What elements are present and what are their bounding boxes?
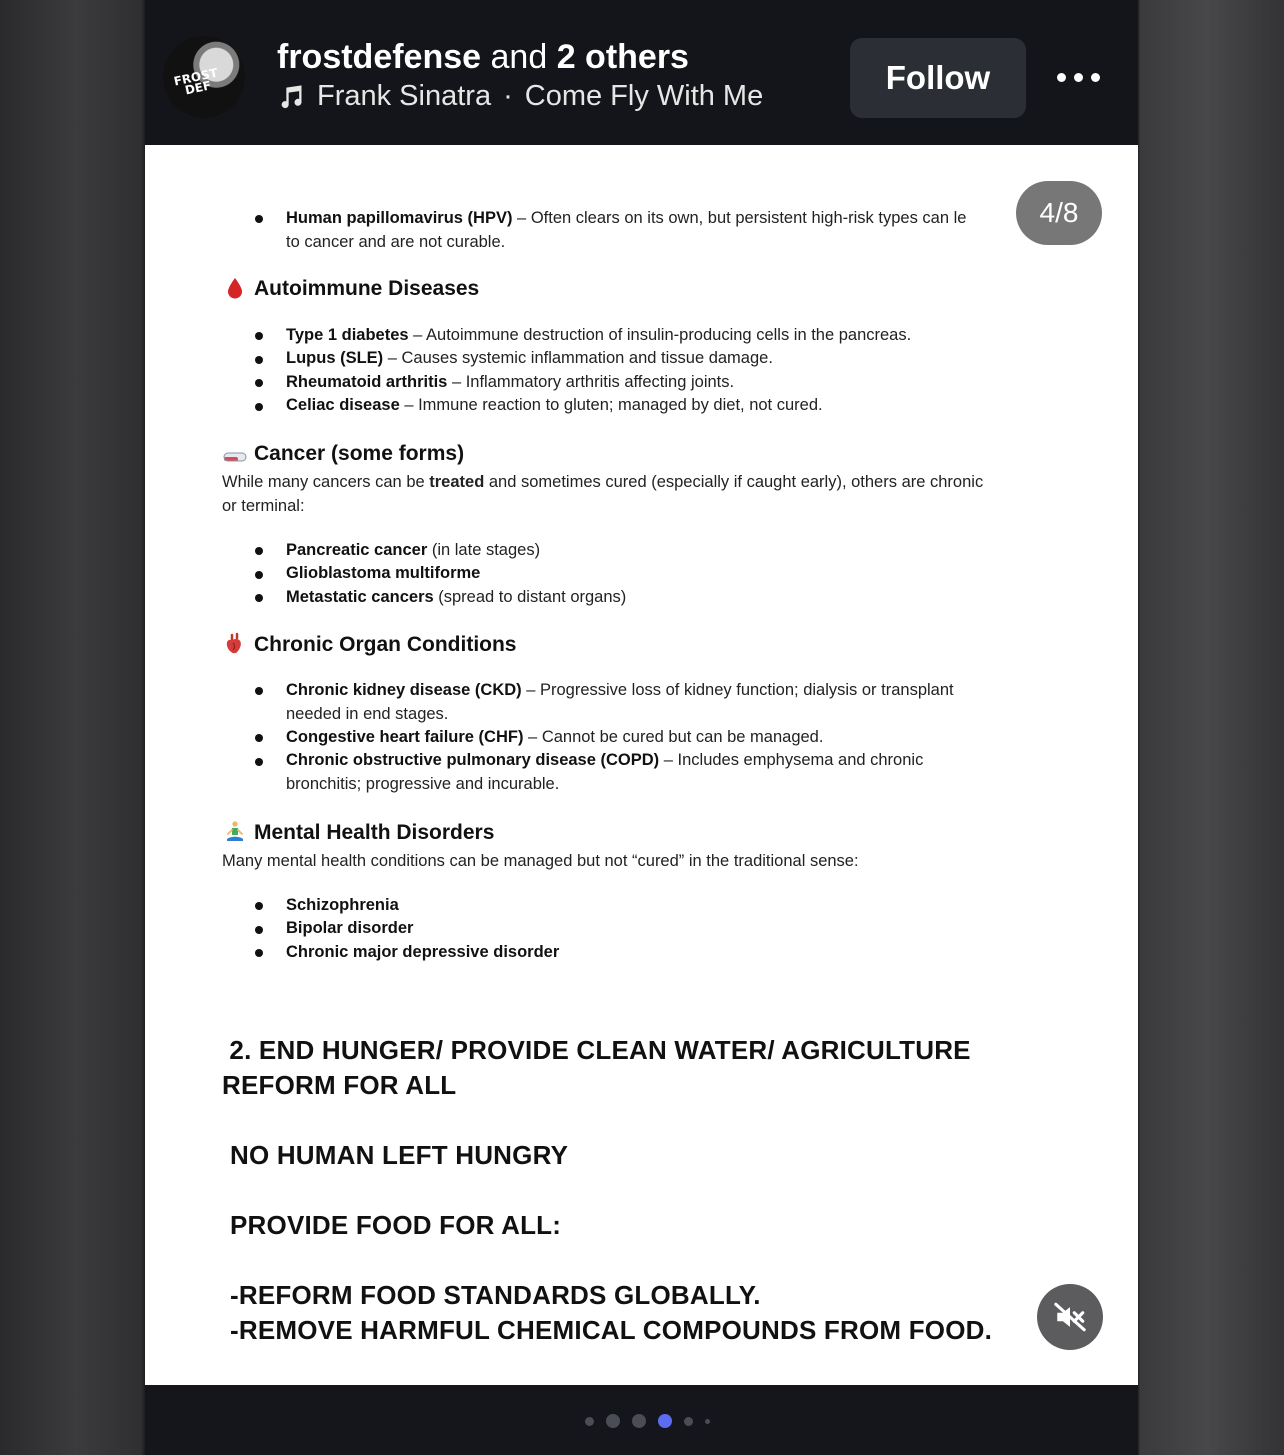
list-item-hpv: Human papillomavirus (HPV) – Often clears on its own, but persistent high-risk types can le: [286, 209, 967, 227]
section2-title-line1: 2. END HUNGER/ PROVIDE CLEAN WATER/ AGRICULTURE: [222, 1035, 971, 1065]
music-artist: Frank Sinatra: [317, 80, 492, 112]
pagination-dot[interactable]: [705, 1419, 710, 1424]
list-item: Type 1 diabetes – Autoimmune destruction of insulin-producing cells in the pancreas.: [286, 326, 912, 344]
bullet: [255, 356, 263, 364]
muted-speaker-icon[interactable]: [1037, 1284, 1103, 1350]
music-note-icon: [277, 83, 305, 111]
cancer-intro-continued: or terminal:: [222, 497, 305, 515]
blood-drop-icon: [223, 276, 247, 300]
post-header: [145, 0, 1138, 145]
bullet: [255, 215, 263, 223]
heading-mental: Mental Health Disorders: [254, 821, 495, 844]
pagination-dot-active[interactable]: [658, 1414, 672, 1428]
carousel-pagination: [585, 1414, 710, 1428]
bullet: [255, 687, 263, 695]
list-item: Glioblastoma multiforme: [286, 564, 481, 582]
post-container: [145, 0, 1138, 1455]
heading-organ: Chronic Organ Conditions: [254, 633, 517, 656]
anatomical-heart-icon: [223, 632, 247, 656]
list-item-chf: Congestive heart failure (CHF) – Cannot be cured but can be managed.: [286, 728, 824, 746]
bullet: [255, 332, 263, 340]
post-authors: [277, 38, 689, 77]
bullet: [255, 926, 263, 934]
music-song: Come Fly With Me: [524, 80, 764, 112]
pagination-dot[interactable]: [585, 1417, 594, 1426]
list-item: Metastatic cancers (spread to distant organs): [286, 588, 627, 606]
list-item: Schizophrenia: [286, 896, 399, 914]
bullet: [255, 547, 263, 555]
list-item: Rheumatoid arthritis – Inflammatory arthritis affecting joints.: [286, 373, 735, 391]
slide-counter: 4/8: [1016, 181, 1102, 245]
more-options-icon[interactable]: [1057, 60, 1107, 94]
list-item: Chronic major depressive disorder: [286, 943, 560, 961]
list-item-hpv-continued: to cancer and are not curable.: [286, 233, 506, 251]
and-text: and: [490, 38, 548, 76]
reform-standards: -REFORM FOOD STANDARDS GLOBALLY.: [230, 1280, 761, 1310]
bullet: [255, 571, 263, 579]
carousel-slide-document: [145, 145, 1138, 1385]
test-tube-icon: [223, 443, 247, 467]
avatar-logo-text: FROST DEF: [172, 65, 219, 98]
section2-title-line2: REFORM FOR ALL: [222, 1070, 457, 1100]
music-attribution[interactable]: [277, 80, 763, 113]
bullet: [255, 734, 263, 742]
remove-chemicals: -REMOVE HARMFUL CHEMICAL COMPOUNDS FROM FOOD.: [230, 1315, 993, 1345]
pagination-dot[interactable]: [632, 1414, 646, 1428]
no-human-hungry: NO HUMAN LEFT HUNGRY: [230, 1140, 569, 1170]
list-item-copd: Chronic obstructive pulmonary disease (COPD) – Includes emphysema and chronic: [286, 751, 924, 769]
heading-cancer: Cancer (some forms): [254, 442, 465, 465]
music-separator: ·: [503, 80, 513, 112]
list-item: Bipolar disorder: [286, 919, 414, 937]
bullet: [255, 594, 263, 602]
list-item-copd-continued: bronchitis; progressive and incurable.: [286, 775, 560, 793]
provide-food: PROVIDE FOOD FOR ALL:: [230, 1210, 562, 1240]
list-item: Pancreatic cancer (in late stages): [286, 541, 541, 559]
bullet: [255, 902, 263, 910]
heading-autoimmune: Autoimmune Diseases: [254, 277, 480, 300]
pagination-dot[interactable]: [684, 1417, 693, 1426]
list-item-ckd-continued: needed in end stages.: [286, 705, 449, 723]
username-link[interactable]: frostdefense: [277, 38, 482, 76]
cancer-intro: While many cancers can be treated and sometimes cured (especially if caught early), others are chronic: [222, 473, 984, 491]
list-item: Lupus (SLE) – Causes systemic inflammation and tissue damage.: [286, 349, 773, 367]
list-item-ckd: Chronic kidney disease (CKD) – Progressive loss of kidney function; dialysis or transplant: [286, 681, 954, 699]
avatar[interactable]: [163, 36, 245, 118]
bullet: [255, 379, 263, 387]
others-link[interactable]: 2 others: [556, 38, 689, 76]
bullet: [255, 403, 263, 411]
follow-button[interactable]: Follow: [850, 38, 1026, 118]
bullet: [255, 758, 263, 766]
list-item: Celiac disease – Immune reaction to gluten; managed by diet, not cured.: [286, 396, 823, 414]
pagination-dot[interactable]: [606, 1414, 620, 1428]
bullet: [255, 949, 263, 957]
meditating-person-icon: [223, 820, 247, 844]
mental-intro: Many mental health conditions can be managed but not “cured” in the traditional sense:: [222, 852, 859, 870]
